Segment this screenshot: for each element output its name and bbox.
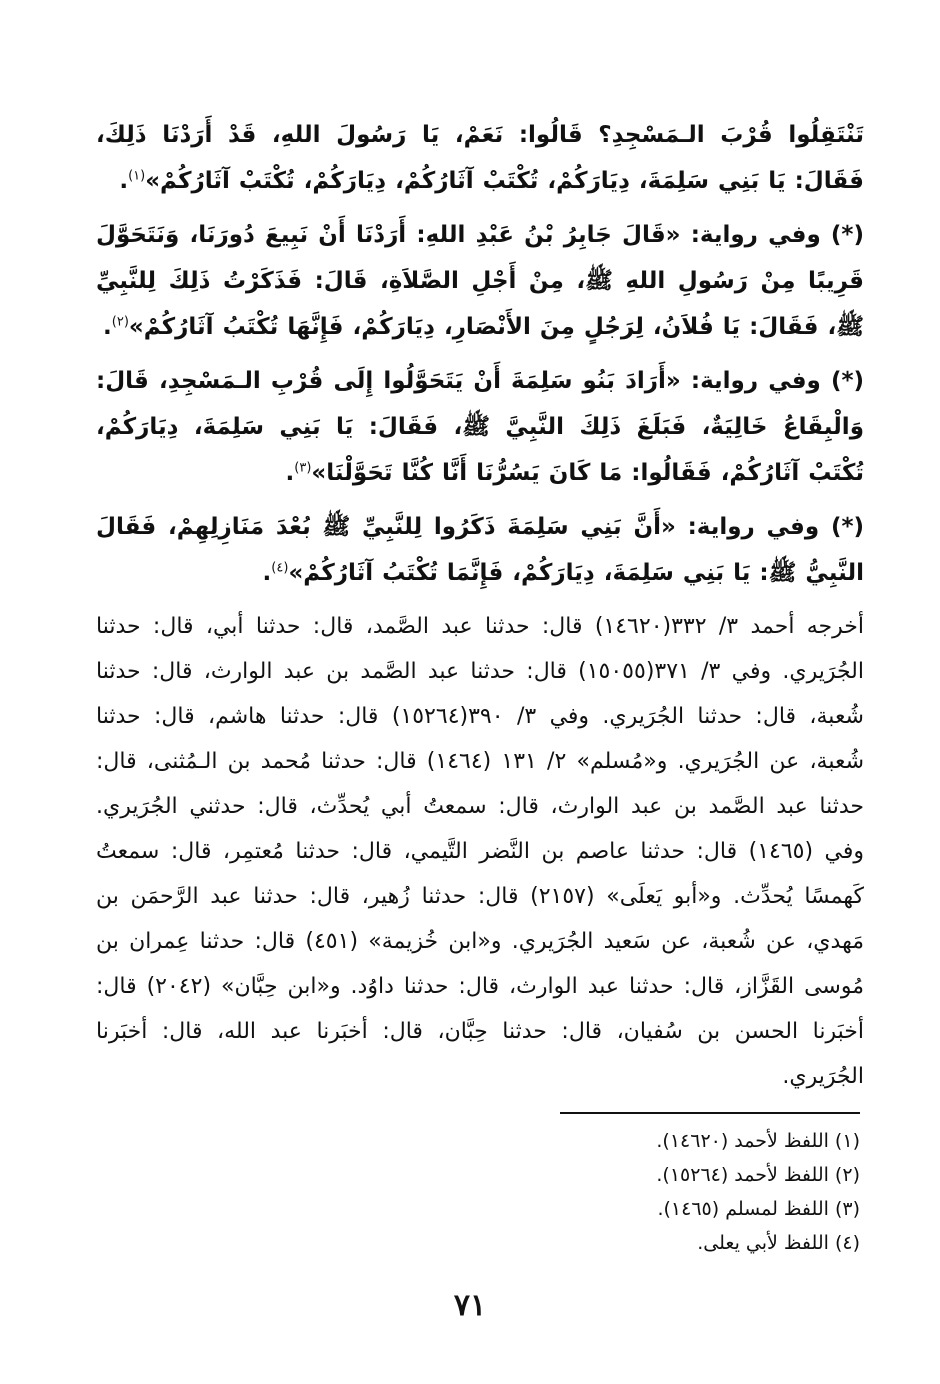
paragraph-text: وفي رواية: «قَالَ جَابِرُ بْنُ عَبْدِ اللهِ: أَرَدْنَا أَنْ نَبِيعَ دُورَنَا، وَنَتَحَوَّلَ قَرِيبًا مِنْ رَسُولِ اللهِ ﷺ، مِنْ أَجْلِ الصَّلاَةِ، قَالَ: فَذَكَرْتُ ذَلِكَ لِلنَّبِيِّ ﷺ، فَقَالَ: يَا فُلاَنُ، لِرَجُلٍ مِنَ الأَنْصَارِ، دِيَارَكُمْ، فَإِنَّهَا تُكْتَبُ آثَارُكُمْ» — [96, 222, 864, 340]
paragraph-text: تَنْتَقِلُوا قُرْبَ الـمَسْجِدِ؟ قَالُوا: نَعَمْ، يَا رَسُولَ اللهِ، قَدْ أَرَدْنَا ذَلِكَ، فَقَالَ: يَا بَنِي سَلِمَةَ، دِيَارَكُمْ، تُكْتَبْ آثَارُكُمْ، دِيَارَكُمْ، تُكْتَبْ آثَارُكُمْ» — [96, 122, 864, 194]
footnote-item: (٣) اللفظ لمسلم (١٤٦٥). — [657, 1198, 860, 1220]
footnotes — [160, 1124, 860, 1260]
paragraph-riwaya: (*) وفي رواية: «أَنَّ بَنِي سَلِمَةَ ذَكَرُوا لِلنَّبِيِّ ﷺ بُعْدَ مَنَازِلِهِمْ، فَقَالَ النَّبِيُّ ﷺ: يَا بَنِي سَلِمَةَ، دِيَارَكُمْ، فَإِنَّمَا تُكْتَبُ آثَارُكُمْ»$^{(٤)}$. — [96, 514, 864, 586]
asterisk-marker: (*) — [830, 368, 865, 394]
main-text — [96, 112, 864, 1107]
asterisk-marker: (*) — [830, 222, 864, 248]
paragraph-text: أخرجه أحمد ٣/ ٣٣٢(١٤٦٢٠) قال: حدثنا عبد الصَّمد، قال: حدثنا أبي، قال: حدثنا الجُرَيري. وفي ٣/ ٣٧١(١٥٠٥٥) قال: حدثنا عبد الصَّمد بن عبد الوارث، قال: حدثنا شُعبة، قال: حدثنا الجُرَيري. وفي ٣/ ٣٩٠(١٥٢٦٤) قال: حدثنا هاشم، قال: حدثنا شُعبة، عن الجُرَيري. و«مُسلم» ٢/ ١٣١ (١٤٦٤) قال: حدثنا مُحمد بن الـمُثنى، قال: حدثنا عبد الصَّمد بن عبد الوارث، قال: سمعتُ أبي يُحدِّث، قال: حدثني الجُرَيري. وفي (١٤٦٥) قال: حدثنا عاصم بن النَّضر التَّيمي، قال: حدثنا مُعتمِر، قال: سمعتُ كَهمسًا يُحدِّث. و«أبو يَعلَى» (٢١٥٧) قال: حدثنا زُهير، قال: حدثنا عبد الرَّحمَن بن مَهدي، عن شُعبة، عن سَعيد الجُرَيري. و«ابن خُزيمة» (٤٥١) قال: حدثنا عِمران بن مُوسى القَزَّاز، قال: حدثنا عبد الوارث، قال: حدثنا داوُد. و«ابن حِبَّان» (٢٠٤٢) قال: أخبَرنا الحسن بن سُفيان، قال: حدثنا حِبَّان، قال: أخبَرنا عبد الله، قال: أخبَرنا الجُرَيري. — [96, 614, 865, 1089]
footnote-reference: (٤) — [271, 560, 289, 576]
footnote-reference: (٢) — [111, 314, 129, 330]
asterisk-marker: (*) — [830, 514, 864, 540]
footnote-item: (٢) اللفظ لأحمد (١٥٢٦٤). — [656, 1164, 860, 1186]
paragraph-takhrij — [96, 604, 864, 1099]
paragraph-text: وفي رواية: «أَنَّ بَنِي سَلِمَةَ ذَكَرُوا لِلنَّبِيِّ ﷺ بُعْدَ مَنَازِلِهِمْ، فَقَالَ النَّبِيُّ ﷺ: يَا بَنِي سَلِمَةَ، دِيَارَكُمْ، فَإِنَّمَا تُكْتَبُ آثَارُكُمْ» — [96, 514, 864, 586]
footnote-divider — [560, 1112, 860, 1114]
paragraph-riwaya: (*) وفي رواية: «قَالَ جَابِرُ بْنُ عَبْدِ اللهِ: أَرَدْنَا أَنْ نَبِيعَ دُورَنَا، وَنَتَحَوَّلَ قَرِيبًا مِنْ رَسُولِ اللهِ ﷺ، مِنْ أَجْلِ الصَّلاَةِ، قَالَ: فَذَكَرْتُ ذَلِكَ لِلنَّبِيِّ ﷺ، فَقَالَ: يَا فُلاَنُ، لِرَجُلٍ مِنَ الأَنْصَارِ، دِيَارَكُمْ، فَإِنَّهَا تُكْتَبُ آثَارُكُمْ»$^{(٢)}$. — [96, 222, 864, 340]
page-number: ٧١ — [453, 1288, 487, 1323]
footnote-reference: (١) — [128, 168, 146, 184]
paragraph-riwaya: (*) وفي رواية: «أَرَادَ بَنُو سَلِمَةَ أَنْ يَتَحَوَّلُوا إِلَى قُرْبِ الـمَسْجِدِ، قَالَ: وَالْبِقَاعُ خَالِيَةٌ، فَبَلَغَ ذَلِكَ النَّبِيَّ ﷺ، فَقَالَ: يَا بَنِي سَلِمَةَ، دِيَارَكُمْ، تُكْتَبْ آثَارُكُمْ، فَقَالُوا: مَا كَانَ يَسُرُّنَا أَنَّا كُنَّا تَحَوَّلْنَا»$^{(٣)}$. — [96, 368, 865, 486]
footnote-reference: (٣) — [294, 460, 312, 476]
paragraph-text: وفي رواية: «أَرَادَ بَنُو سَلِمَةَ أَنْ يَتَحَوَّلُوا إِلَى قُرْبِ الـمَسْجِدِ، قَالَ: وَالْبِقَاعُ خَالِيَةٌ، فَبَلَغَ ذَلِكَ النَّبِيَّ ﷺ، فَقَالَ: يَا بَنِي سَلِمَةَ، دِيَارَكُمْ، تُكْتَبْ آثَارُكُمْ، فَقَالُوا: مَا كَانَ يَسُرُّنَا أَنَّا كُنَّا تَحَوَّلْنَا» — [96, 368, 864, 486]
footnote-item: (١) اللفظ لأحمد (١٤٦٢٠). — [656, 1130, 860, 1152]
footnote-item: (٤) اللفظ لأبي يعلى. — [697, 1232, 860, 1254]
paragraph-hadith-continuation: تَنْتَقِلُوا قُرْبَ الـمَسْجِدِ؟ قَالُوا: نَعَمْ، يَا رَسُولَ اللهِ، قَدْ أَرَدْنَا ذَلِكَ، فَقَالَ: يَا بَنِي سَلِمَةَ، دِيَارَكُمْ، تُكْتَبْ آثَارُكُمْ، دِيَارَكُمْ، تُكْتَبْ آثَارُكُمْ»$^{(١)}$. — [96, 122, 864, 194]
